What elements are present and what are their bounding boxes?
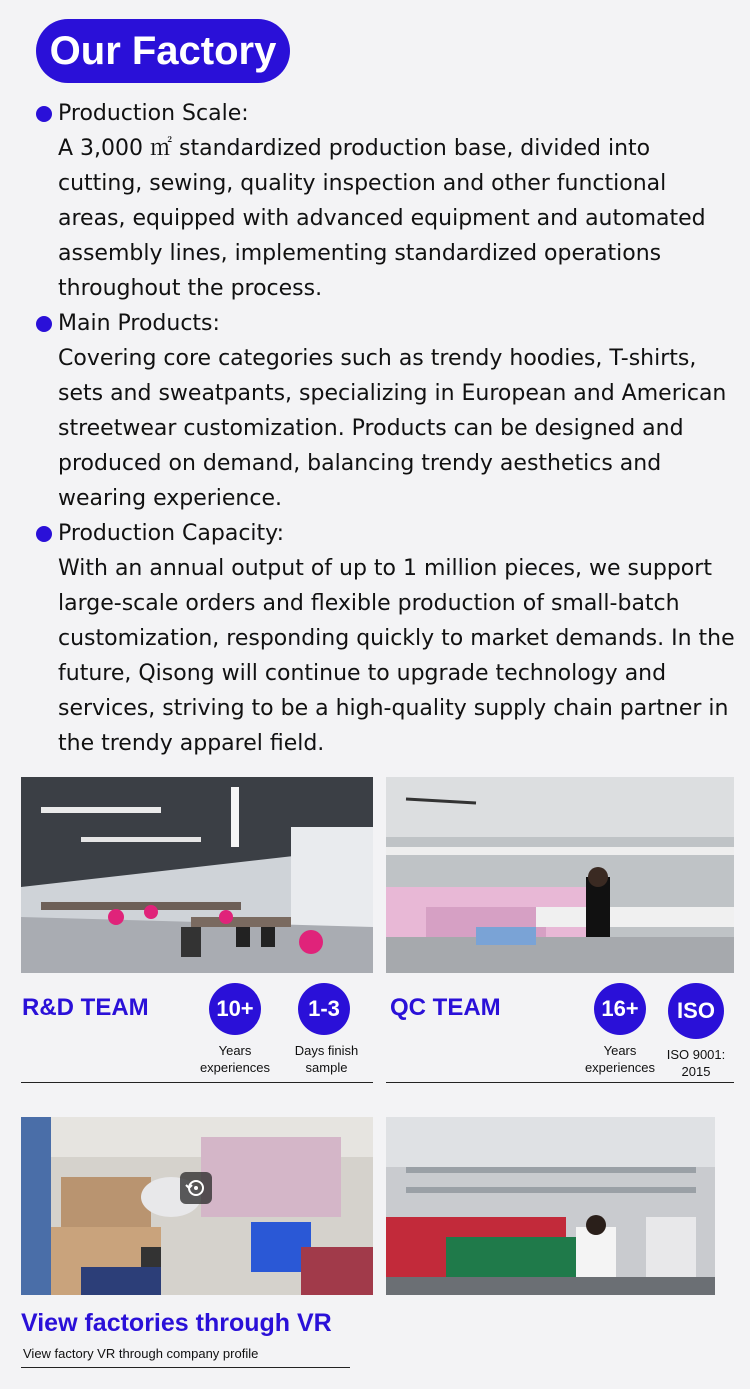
bullet-icon <box>36 526 52 542</box>
rd-office-photo <box>21 777 373 973</box>
section-heading: Production Scale: <box>58 101 249 126</box>
iso-badge: ISO <box>668 983 724 1039</box>
years-badge: 10+ <box>209 983 261 1035</box>
vr-360-icon[interactable] <box>180 1172 212 1204</box>
bullet-icon <box>36 106 52 122</box>
sewing-floor-photo <box>386 1117 715 1295</box>
vr-warehouse-photo[interactable] <box>21 1117 373 1295</box>
badge-caption: Days finish sample <box>294 1043 359 1075</box>
section-production-capacity <box>36 516 736 761</box>
section-body: Covering core categories such as trendy hoodies, T-shirts, sets and sweatpants, specializing in European and American streetwear customization. Products can be designed and produced on demand, balancing trendy aesthetics and wearing experience. <box>58 346 727 511</box>
badge-caption: Years experiences <box>199 1043 271 1075</box>
factory-intro <box>36 96 736 761</box>
section-body: A 3,000 ㎡ standardized production base, divided into cutting, sewing, quality inspection and other functional areas, equipped with advanced equipment and automated assembly lines, implementing standardized operations throughout the process. <box>58 136 706 301</box>
divider <box>21 1082 373 1083</box>
sample-days-badge: 1-3 <box>298 983 350 1035</box>
badge-caption: Years experiences <box>584 1043 656 1075</box>
divider <box>21 1367 350 1368</box>
vr-title[interactable]: View factories through VR <box>21 1309 332 1337</box>
section-production-scale <box>36 96 736 306</box>
rd-team-title: R&D TEAM <box>22 994 149 1021</box>
divider <box>386 1082 734 1083</box>
qc-team-title: QC TEAM <box>390 994 501 1021</box>
badge-caption: ISO 9001: 2015 <box>666 1047 726 1079</box>
section-main-products <box>36 306 736 516</box>
page-title: Our Factory <box>36 19 290 83</box>
section-body: With an annual output of up to 1 million pieces, we support large-scale orders and flexible production of small-batch customization, responding quickly to market demands. In the future, Qisong will continue to upgrade technology and services, striving to be a high-quality supply chain partner in the trendy apparel field. <box>58 556 735 756</box>
section-heading: Production Capacity: <box>58 521 284 546</box>
vr-subtitle: View factory VR through company profile <box>23 1346 259 1361</box>
section-heading: Main Products: <box>58 311 220 336</box>
bullet-icon <box>36 316 52 332</box>
qc-workshop-photo <box>386 777 734 973</box>
years-badge: 16+ <box>594 983 646 1035</box>
